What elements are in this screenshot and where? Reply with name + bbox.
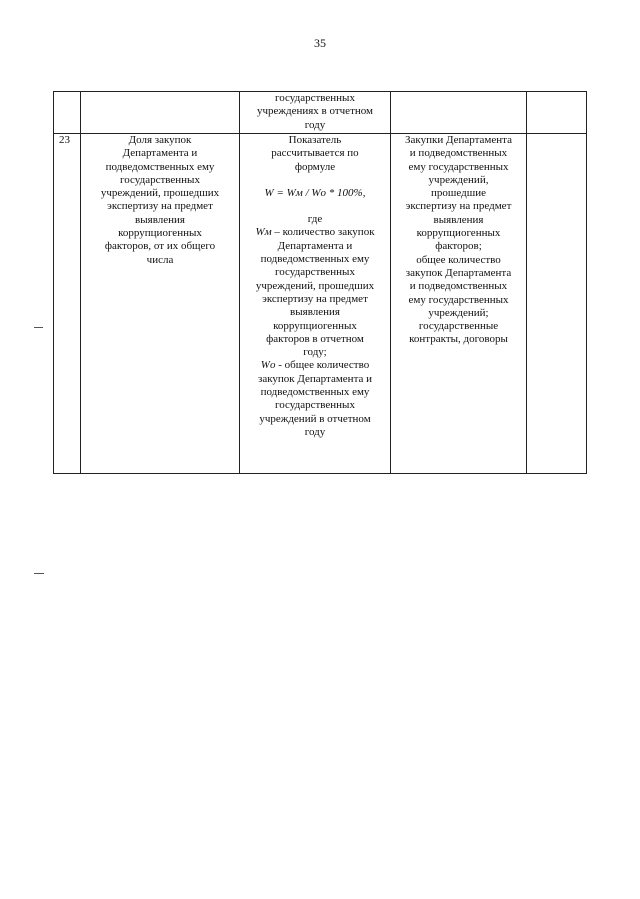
- source-line: и подведомственных: [409, 147, 508, 160]
- name-line: числа: [146, 253, 174, 266]
- table-row-23: [54, 134, 587, 474]
- name-line: государственных: [120, 173, 200, 186]
- wm-definition-first-line: [242, 226, 388, 239]
- row-number-cell: 23: [54, 134, 81, 474]
- method-intro-line: рассчитывается по: [271, 147, 359, 160]
- formula: W = Wм / Wо * 100%,: [264, 186, 366, 199]
- source-line: факторов;: [435, 240, 482, 253]
- source-line: закупок Департамента: [405, 266, 512, 279]
- method-line: году: [304, 118, 326, 131]
- calculation-method-cell: [240, 92, 391, 134]
- source-line: экспертизу на предмет: [405, 200, 512, 213]
- source-line: учреждений,: [428, 173, 489, 186]
- name-line: Департамента и: [122, 147, 198, 160]
- extra-cell: [527, 92, 587, 134]
- wo-desc-first: - общее количество: [275, 359, 370, 372]
- wm-desc-line: подведомственных ему: [260, 253, 370, 266]
- wm-desc-line: коррупциогенных: [273, 319, 357, 332]
- name-line: подведомственных ему: [105, 160, 215, 173]
- wo-definition-first-line: [242, 359, 388, 372]
- margin-mark: [34, 327, 43, 328]
- method-intro-line: формуле: [294, 160, 336, 173]
- name-line: учреждений, прошедших: [100, 187, 220, 200]
- wm-desc-line: факторов в отчетном: [266, 332, 364, 345]
- wm-desc-line: выявления: [290, 306, 340, 319]
- source-line: прошедшие: [431, 187, 486, 200]
- row-number-cell: [54, 92, 81, 134]
- wm-desc-line: экспертизу на предмет: [262, 292, 368, 305]
- source-line: и подведомственных: [409, 280, 508, 293]
- table-row-continuation: [54, 92, 587, 134]
- wm-desc-line: Департамента и: [277, 239, 353, 252]
- data-source-cell: [391, 92, 527, 134]
- name-line: выявления: [135, 213, 185, 226]
- indicator-name-cell: [81, 134, 240, 474]
- indicator-name-cell: [81, 92, 240, 134]
- data-source-cell: [391, 134, 527, 474]
- name-line: Доля закупок: [128, 134, 192, 146]
- wo-desc-line: подведомственных ему: [260, 386, 370, 399]
- wm-desc-line: государственных: [275, 266, 355, 279]
- wo-symbol: Wо: [260, 359, 276, 372]
- calculation-method-cell: [240, 134, 391, 474]
- wo-desc-line: закупок Департамента и: [257, 372, 373, 385]
- page-number: 35: [314, 36, 326, 50]
- name-line: коррупциогенных: [118, 227, 202, 240]
- indicator-table: [53, 91, 587, 474]
- method-line: государственных: [275, 92, 355, 104]
- extra-cell: [527, 134, 587, 474]
- method-intro-line: Показатель: [288, 134, 342, 146]
- wo-desc-line: государственных: [275, 399, 355, 412]
- where-label: где: [307, 213, 323, 226]
- source-line: ему государственных: [408, 160, 509, 173]
- source-line: учреждений;: [428, 306, 489, 319]
- source-line: Закупки Департамента: [405, 134, 512, 146]
- source-line: государственные: [418, 320, 499, 333]
- margin-mark: [34, 573, 44, 574]
- source-line: коррупциогенных: [416, 227, 501, 240]
- wm-desc-first: – количество закупок: [271, 226, 375, 239]
- name-line: экспертизу на предмет: [107, 200, 213, 213]
- source-line: общее количество: [416, 253, 501, 266]
- wo-desc-line: году: [304, 425, 326, 438]
- source-line: контракты, договоры: [409, 333, 508, 346]
- wo-desc-line: учреждений в отчетном: [259, 412, 371, 425]
- source-line: ему государственных: [408, 293, 509, 306]
- wm-desc-line: учреждений, прошедших: [255, 279, 375, 292]
- method-line: учреждениях в отчетном: [256, 105, 374, 118]
- wm-symbol: Wм: [255, 226, 272, 239]
- name-line: факторов, от их общего: [104, 240, 216, 253]
- source-line: выявления: [433, 213, 484, 226]
- wm-desc-line: году;: [303, 346, 327, 359]
